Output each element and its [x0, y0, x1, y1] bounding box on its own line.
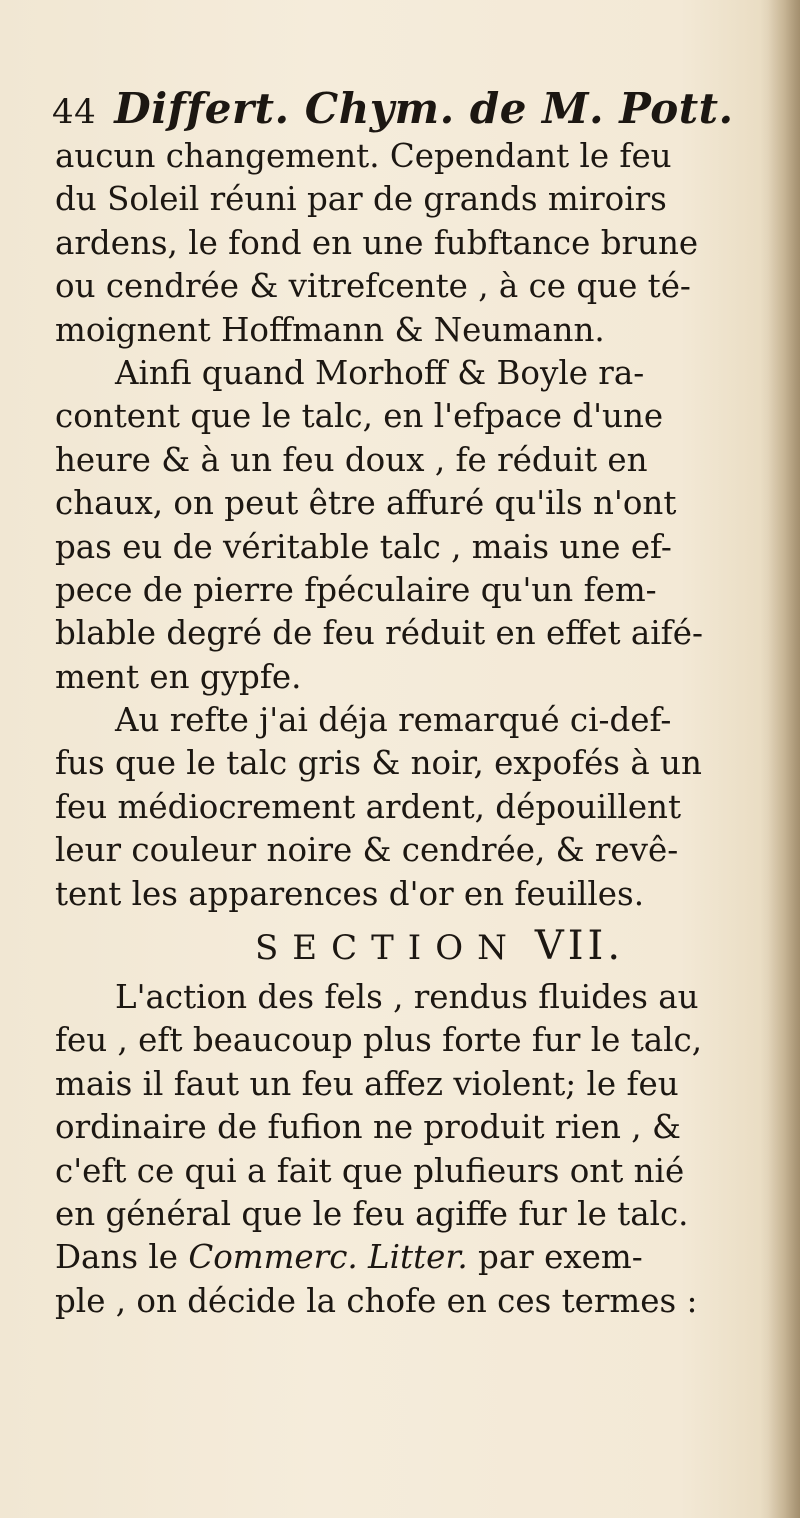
running-header: [52, 84, 734, 133]
text-line: content que le talc, en l'efpace d'une: [55, 397, 664, 436]
section-number: VII.: [534, 923, 625, 970]
text-line: c'eft ce qui a fait que plufieurs ont nié: [55, 1151, 685, 1190]
section-word: SECTION: [255, 928, 521, 969]
paragraph-4: [55, 976, 767, 1323]
paragraph-2: [55, 352, 767, 699]
text-line: [55, 1236, 767, 1279]
text-line: Au refte j'ai déja remarqué ci-def-: [115, 701, 672, 740]
text-line: en général que le feu agiffe fur le talc.: [55, 1194, 689, 1233]
section-heading: [55, 916, 767, 976]
text-line: L'action des fels , rendus fluides au: [115, 978, 699, 1017]
italic-citation: Commerc. Litter.: [188, 1238, 468, 1277]
page-number: 44: [52, 92, 97, 132]
text-line: feu , eft beaucoup plus forte fur le talc,: [55, 1021, 703, 1060]
text-line: blable degré de feu réduit en effet aifé-: [55, 614, 703, 653]
text-line: mais il faut un feu affez violent; le feu: [55, 1064, 679, 1103]
text-fragment: par exem-: [467, 1238, 643, 1277]
body-text: [55, 135, 767, 1323]
text-line: ment en gypfe.: [55, 657, 302, 696]
running-title: Differt. Chym. de M. Pott.: [114, 84, 734, 133]
text-line: feu médiocrement ardent, dépouillent: [55, 787, 682, 826]
text-line: leur couleur noire & cendrée, & revê-: [55, 831, 679, 870]
text-line: ordinaire de fufion ne produit rien , &: [55, 1108, 681, 1147]
paragraph-1: [55, 135, 767, 352]
text-line: pas eu de véritable talc , mais une ef-: [55, 527, 672, 566]
text-line: du Soleil réuni par de grands miroirs: [55, 180, 667, 219]
text-line: pece de pierre fpéculaire qu'un fem-: [55, 570, 657, 609]
paragraph-3: [55, 699, 767, 916]
text-line: tent les apparences d'or en feuilles.: [55, 874, 645, 913]
text-line: ou cendrée & vitrefcente , à ce que té-: [55, 267, 691, 306]
text-fragment: Dans le: [55, 1238, 179, 1277]
text-line: ardens, le fond en une fubftance brune: [55, 223, 699, 262]
text-line: aucun changement. Cependant le feu: [55, 137, 672, 175]
text-line: fus que le talc gris & noir, expofés à un: [55, 744, 702, 783]
text-line: chaux, on peut être affuré qu'ils n'ont: [55, 484, 677, 523]
text-line: ple , on décide la chofe en ces termes :: [55, 1281, 698, 1320]
text-line: moignent Hoffmann & Neumann.: [55, 310, 605, 349]
text-line: Ainfi quand Morhoff & Boyle ra-: [115, 353, 645, 392]
text-line: heure & à un feu doux , fe réduit en: [55, 440, 648, 479]
